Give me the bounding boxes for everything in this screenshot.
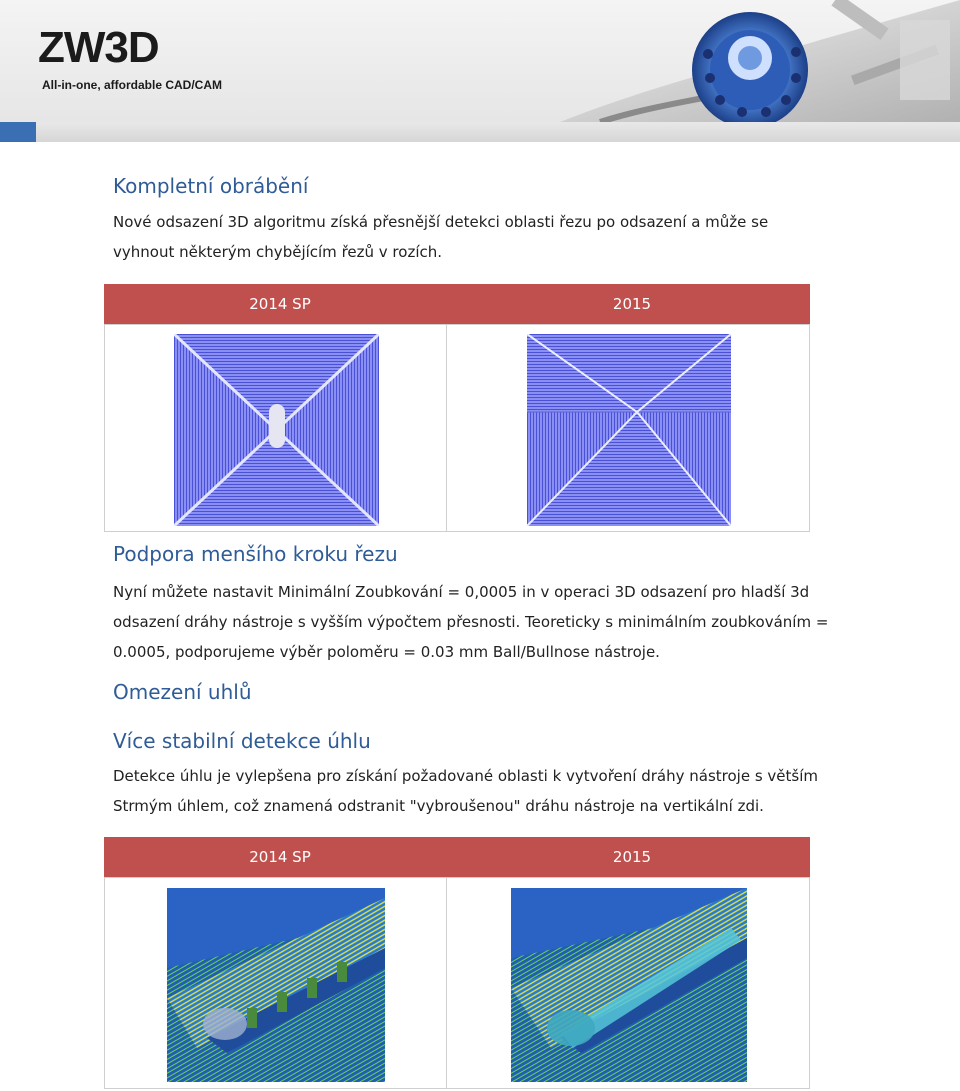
section-paragraph: Nyní můžete nastavit Minimální Zoubkování = 0,0005 in v operaci 3D odsazení pro hladší 3d odsazení dráhy nástroje s vyšším výpočtem přesnosti. Teoreticky s minimálním zoubkováním = 0.0005, podporujeme výběr poloměru = 0.03 mm Ball/Bullnose nástroje.	[113, 583, 829, 661]
logo-tagline: All-in-one, affordable CAD/CAM	[42, 78, 222, 92]
angle-detection-image-2014sp	[167, 888, 385, 1082]
section-title-omezeni-uhlu: Omezení uhlů	[113, 680, 252, 704]
section-title-kompletni-obrabeni: Kompletní obrábění	[113, 174, 309, 198]
column-header-2015: 2015	[612, 848, 652, 866]
section-paragraph: Detekce úhlu je vylepšena pro získání požadované oblasti k vytvoření dráhy nástroje s větším Strmým úhlem, což znamená odstranit "vybroušenou" dráhu nástroje na vertikální zdi.	[113, 767, 818, 815]
comparison-table-header	[104, 837, 810, 877]
section-title-vice-stabilni-detekce: Více stabilní detekce úhlu	[113, 729, 371, 753]
gear-mechanism-illustration	[520, 0, 960, 122]
toolpath-image-2014sp	[174, 334, 379, 526]
section-title-podpora-mensiho-kroku: Podpora menšího kroku řezu	[113, 542, 398, 566]
toolpath-image-2015	[527, 334, 731, 526]
column-header-2014sp: 2014 SP	[249, 295, 311, 313]
column-header-2014sp: 2014 SP	[249, 848, 311, 866]
accent-block	[0, 122, 36, 142]
section-paragraph: Nové odsazení 3D algoritmu získá přesnější detekci oblasti řezu po odsazení a může se vyhnout některým chybějícím řezů v rozích.	[113, 213, 769, 261]
zw3d-logo: ZW3D	[38, 23, 159, 72]
comparison-table-header	[104, 284, 810, 324]
column-header-2015: 2015	[612, 295, 652, 313]
page-header	[0, 0, 960, 122]
angle-detection-image-2015	[511, 888, 747, 1082]
header-divider-bar	[0, 122, 960, 142]
